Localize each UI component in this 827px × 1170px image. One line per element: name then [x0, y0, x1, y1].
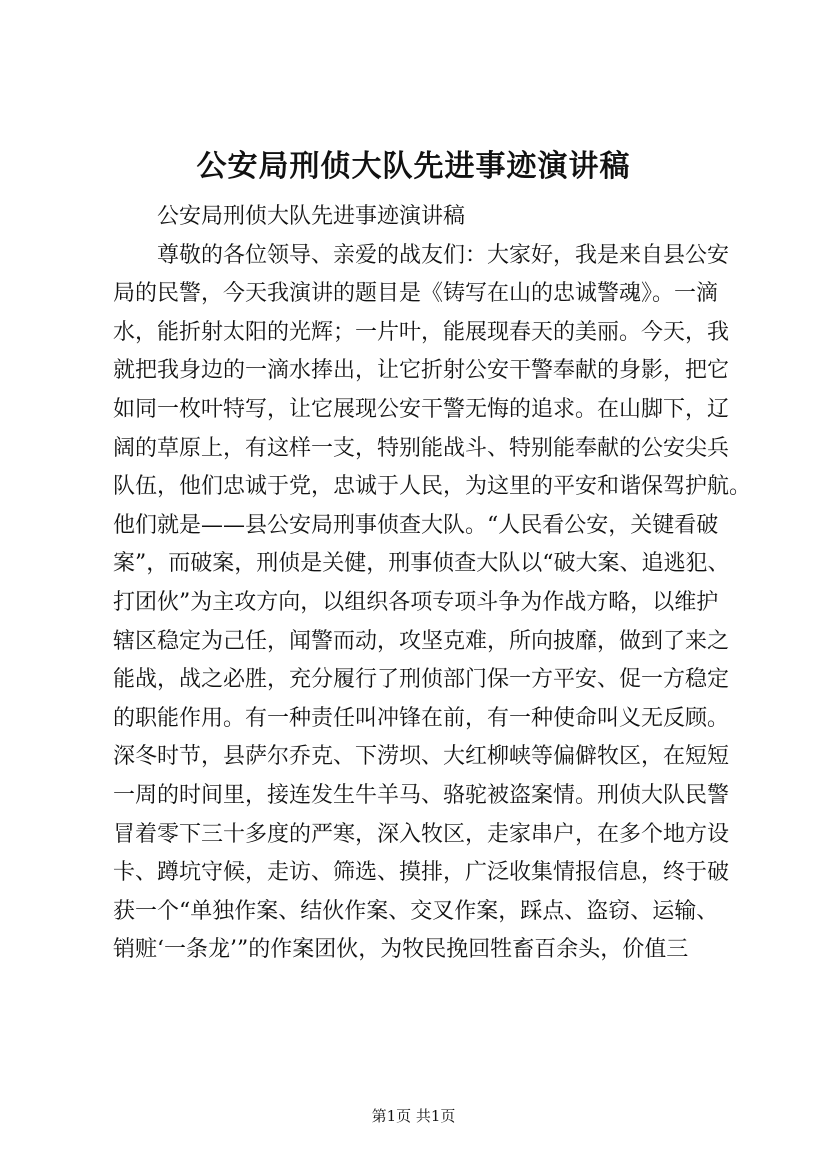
- paragraph-line: 案”，而破案，刑侦是关健，刑事侦查大队以“破大案、追逃犯、: [113, 551, 730, 577]
- paragraph-line: 如同一枚叶特写，让它展现公安干警无悔的追求。在山脚下，辽: [113, 396, 730, 422]
- paragraph-line: 卡、蹲坑守候，走访、筛选、摸排，广泛收集情报信息，终于破: [113, 860, 730, 886]
- paragraph-line: 一周的时间里，接连发生牛羊马、骆驼被盗案情。刑侦大队民警: [113, 782, 730, 808]
- page-footer: 第1页 共1页: [371, 1107, 456, 1125]
- paragraph-line: 水，能折射太阳的光辉；一片叶，能展现春天的美丽。今天，我: [113, 319, 730, 345]
- document-subtitle: 公安局刑侦大队先进事迹演讲稿: [157, 204, 466, 229]
- document-title: 公安局刑侦大队先进事迹演讲稿: [196, 149, 631, 184]
- paragraph-line: 销赃‘一条龙’”的作案团伙，为牧民挽回牲畜百余头，价值三: [113, 937, 689, 963]
- paragraph-line: 队伍，他们忠诚于党，忠诚于人民，为这里的平安和谐保驾护航。: [113, 474, 752, 500]
- paragraph-line: 尊敬的各位领导、亲爱的战友们：大家好，我是来自县公安: [157, 242, 730, 268]
- paragraph-line: 辖区稳定为己任，闻警而动，攻坚克难，所向披靡，做到了来之: [113, 628, 730, 654]
- paragraph-line: 局的民警，今天我演讲的题目是《铸写在山的忠诚警魂》。一滴: [113, 281, 719, 307]
- paragraph-line: 冒着零下三十多度的严寒，深入牧区，走家串户，在多个地方设: [113, 821, 730, 847]
- paragraph-line: 的职能作用。有一种责任叫冲锋在前，有一种使命叫义无反顾。: [113, 705, 730, 731]
- paragraph-line: 就把我身边的一滴水捧出，让它折射公安干警奉献的身影，把它: [113, 358, 730, 384]
- paragraph-line: 打团伙”为主攻方向，以组织各项专项斗争为作战方略，以维护: [113, 589, 719, 615]
- paragraph-line: 阔的草原上，有这样一支，特别能战斗、特别能奉献的公安尖兵: [113, 435, 730, 461]
- document-body: [113, 198, 753, 970]
- paragraph-line: 他们就是——县公安局刑事侦查大队。“人民看公安，关键看破: [113, 512, 719, 538]
- paragraph-line: 能战，战之必胜，充分履行了刑侦部门保一方平安、促一方稳定: [113, 667, 730, 693]
- paragraph-line: 深冬时节，县萨尔乔克、下涝坝、大红柳峡等偏僻牧区，在短短: [113, 744, 730, 770]
- paragraph-line: 获一个“单独作案、结伙作案、交叉作案，踩点、盗窃、运输、: [113, 898, 719, 924]
